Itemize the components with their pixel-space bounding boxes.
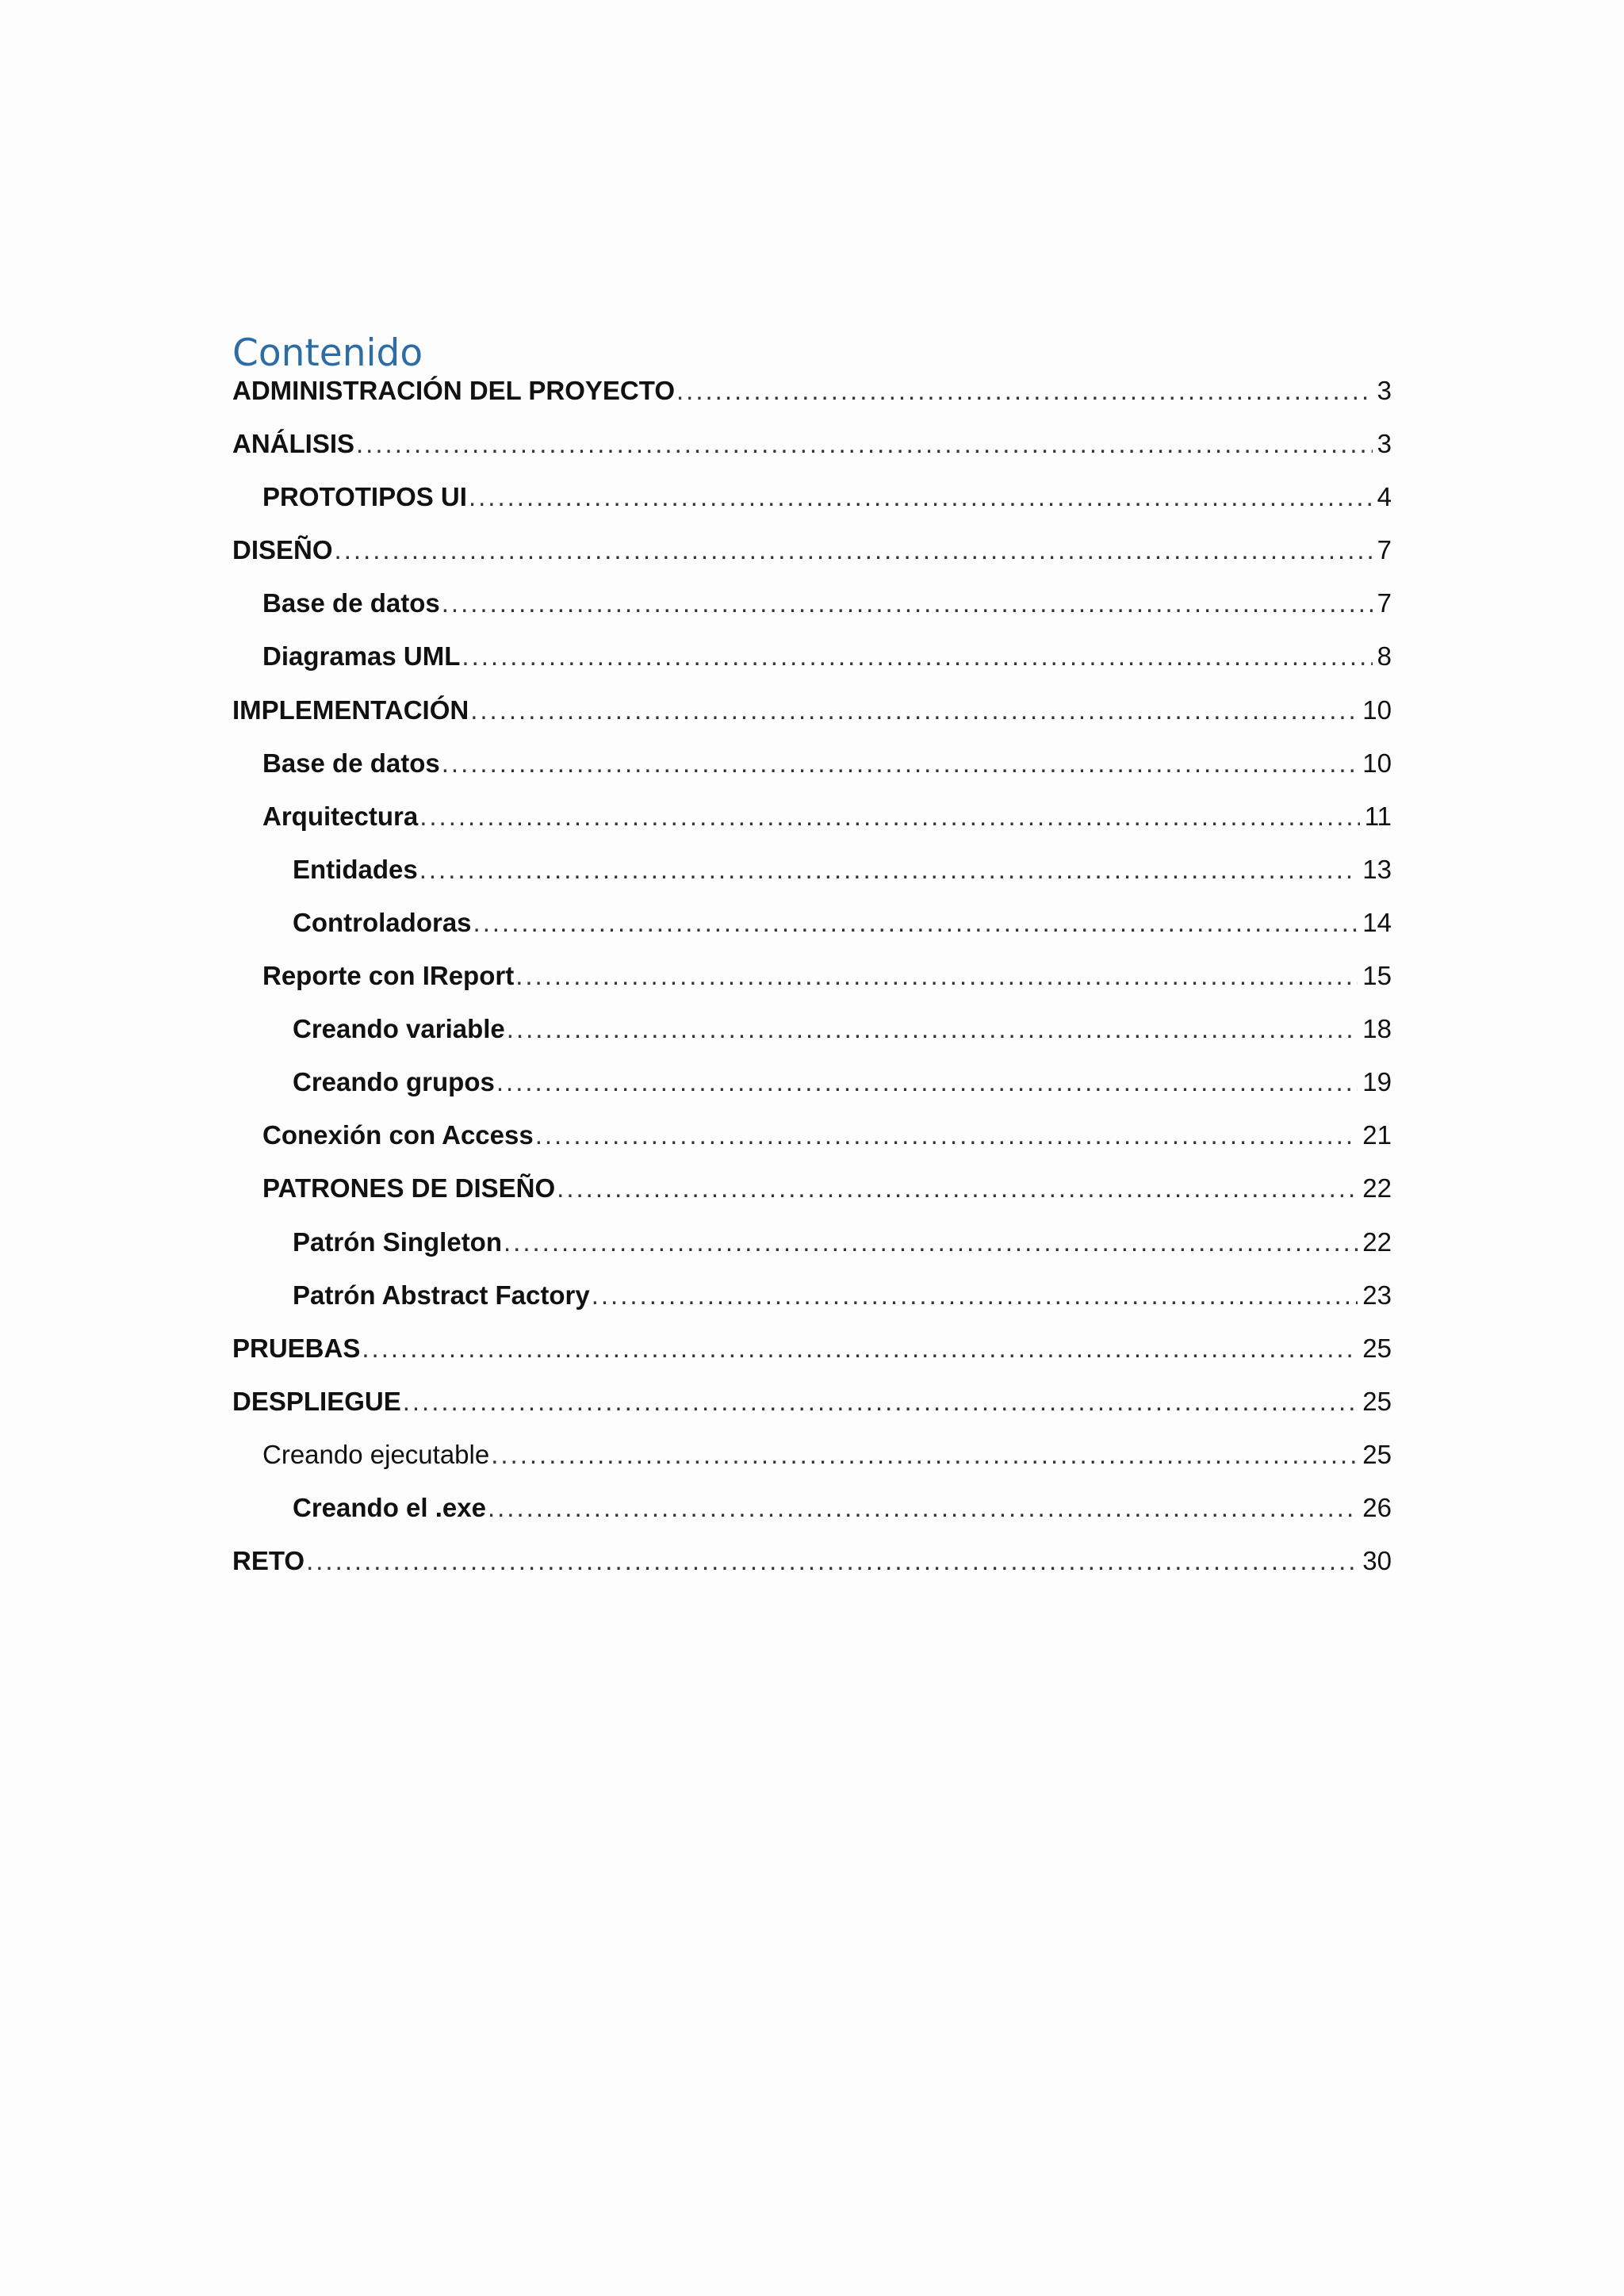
toc-entry[interactable] — [232, 482, 1392, 535]
toc-entry-page-number[interactable]: 14 — [1362, 907, 1392, 937]
toc-dot-leader — [515, 961, 1358, 991]
toc-entry[interactable] — [232, 1440, 1392, 1493]
toc-entry-page-number[interactable]: 10 — [1362, 695, 1392, 725]
toc-dot-leader — [504, 1227, 1358, 1257]
toc-entry-page-number[interactable]: 22 — [1362, 1173, 1392, 1203]
toc-entry[interactable] — [232, 748, 1392, 802]
toc-entry[interactable] — [232, 535, 1392, 588]
toc-entry-label[interactable]: Reporte con IReport — [262, 961, 515, 991]
toc-entry-label[interactable]: Entidades — [293, 854, 418, 884]
toc-entry-label[interactable]: Creando el .exe — [293, 1492, 486, 1522]
toc-entry-label[interactable]: ADMINISTRACIÓN DEL PROYECTO — [232, 376, 675, 405]
toc-entry-page-number[interactable]: 3 — [1377, 376, 1392, 405]
toc-entry[interactable] — [232, 1280, 1392, 1334]
toc-entry[interactable] — [232, 1493, 1392, 1546]
toc-entry-label[interactable]: IMPLEMENTACIÓN — [232, 695, 469, 725]
toc-entry-page-number[interactable]: 4 — [1377, 482, 1392, 512]
toc-entry-page-number[interactable]: 26 — [1362, 1492, 1392, 1522]
toc-entry-label[interactable]: Conexión con Access — [262, 1120, 534, 1150]
toc-entry[interactable] — [232, 961, 1392, 1014]
toc-entry[interactable] — [232, 1067, 1392, 1120]
toc-dot-leader — [442, 748, 1358, 779]
toc-list — [232, 376, 1392, 1599]
toc-entry-label[interactable]: Controladoras — [293, 907, 472, 937]
toc-entry[interactable] — [232, 1173, 1392, 1226]
toc-heading: Contenido — [232, 331, 423, 375]
toc-entry-label[interactable]: ANÁLISIS — [232, 429, 355, 459]
toc-dot-leader — [462, 641, 1372, 672]
toc-entry-label[interactable]: Patrón Abstract Factory — [293, 1280, 590, 1310]
toc-entry[interactable] — [232, 588, 1392, 641]
toc-entry-page-number[interactable]: 25 — [1362, 1439, 1392, 1469]
toc-entry[interactable] — [232, 695, 1392, 748]
toc-entry-page-number[interactable]: 19 — [1362, 1067, 1392, 1097]
toc-entry-label[interactable]: Creando grupos — [293, 1067, 495, 1097]
toc-entry[interactable] — [232, 1227, 1392, 1280]
toc-entry-page-number[interactable]: 8 — [1377, 641, 1392, 672]
toc-entry-label[interactable]: Arquitectura — [262, 801, 419, 831]
toc-dot-leader — [491, 1440, 1358, 1470]
table-of-contents — [232, 331, 1392, 1599]
toc-entry-label[interactable]: DISEÑO — [232, 535, 333, 565]
toc-dot-leader — [362, 1334, 1358, 1364]
toc-entry-page-number[interactable]: 18 — [1362, 1014, 1392, 1044]
toc-dot-leader — [473, 908, 1358, 938]
toc-dot-leader — [469, 482, 1373, 512]
toc-entry[interactable] — [232, 1014, 1392, 1067]
toc-entry[interactable] — [232, 429, 1392, 482]
toc-entry[interactable] — [232, 802, 1392, 855]
toc-entry-page-number[interactable]: 10 — [1362, 748, 1392, 778]
toc-entry-label[interactable]: Patrón Singleton — [293, 1226, 502, 1257]
toc-dot-leader — [419, 802, 1360, 832]
toc-entry-page-number[interactable]: 3 — [1377, 429, 1392, 459]
toc-entry[interactable] — [232, 1120, 1392, 1173]
toc-dot-leader — [306, 1546, 1358, 1576]
toc-entry-page-number[interactable]: 23 — [1362, 1280, 1392, 1310]
toc-entry[interactable] — [232, 1387, 1392, 1440]
toc-entry-label[interactable]: Creando variable — [293, 1014, 505, 1044]
toc-entry[interactable] — [232, 855, 1392, 908]
toc-entry-label[interactable]: Base de datos — [262, 748, 440, 778]
toc-dot-leader — [676, 376, 1373, 406]
toc-entry-label[interactable]: PRUEBAS — [232, 1333, 361, 1363]
toc-entry-page-number[interactable]: 25 — [1362, 1333, 1392, 1363]
toc-entry-label[interactable]: Creando ejecutable — [262, 1439, 490, 1469]
toc-entry[interactable] — [232, 1334, 1392, 1387]
toc-entry[interactable] — [232, 1546, 1392, 1599]
toc-entry-page-number[interactable]: 30 — [1362, 1546, 1392, 1576]
toc-dot-leader — [335, 535, 1373, 565]
toc-entry-page-number[interactable]: 22 — [1362, 1226, 1392, 1257]
toc-entry-page-number[interactable]: 21 — [1362, 1120, 1392, 1150]
toc-entry-page-number[interactable]: 11 — [1364, 801, 1392, 831]
toc-entry-page-number[interactable]: 13 — [1362, 854, 1392, 884]
toc-dot-leader — [356, 429, 1373, 459]
toc-entry-page-number[interactable]: 15 — [1362, 961, 1392, 991]
toc-dot-leader — [557, 1173, 1358, 1203]
toc-entry-label[interactable]: PROTOTIPOS UI — [262, 482, 467, 512]
toc-dot-leader — [592, 1280, 1358, 1311]
toc-entry-page-number[interactable]: 7 — [1377, 535, 1392, 565]
toc-entry-page-number[interactable]: 7 — [1377, 588, 1392, 618]
toc-entry-label[interactable]: RETO — [232, 1546, 305, 1576]
toc-dot-leader — [488, 1493, 1358, 1523]
toc-entry-label[interactable]: Base de datos — [262, 588, 440, 618]
toc-dot-leader — [535, 1120, 1358, 1150]
toc-dot-leader — [403, 1387, 1358, 1417]
toc-dot-leader — [470, 695, 1358, 725]
toc-dot-leader — [496, 1067, 1358, 1097]
toc-entry[interactable] — [232, 376, 1392, 429]
toc-entry-label[interactable]: Diagramas UML — [262, 641, 461, 672]
toc-entry[interactable] — [232, 908, 1392, 961]
toc-dot-leader — [419, 855, 1358, 885]
toc-dot-leader — [442, 588, 1373, 618]
toc-entry[interactable] — [232, 641, 1392, 695]
toc-entry-label[interactable]: PATRONES DE DISEÑO — [262, 1173, 556, 1203]
toc-entry-label[interactable]: DESPLIEGUE — [232, 1386, 401, 1416]
toc-entry-page-number[interactable]: 25 — [1362, 1386, 1392, 1416]
toc-dot-leader — [507, 1014, 1358, 1044]
